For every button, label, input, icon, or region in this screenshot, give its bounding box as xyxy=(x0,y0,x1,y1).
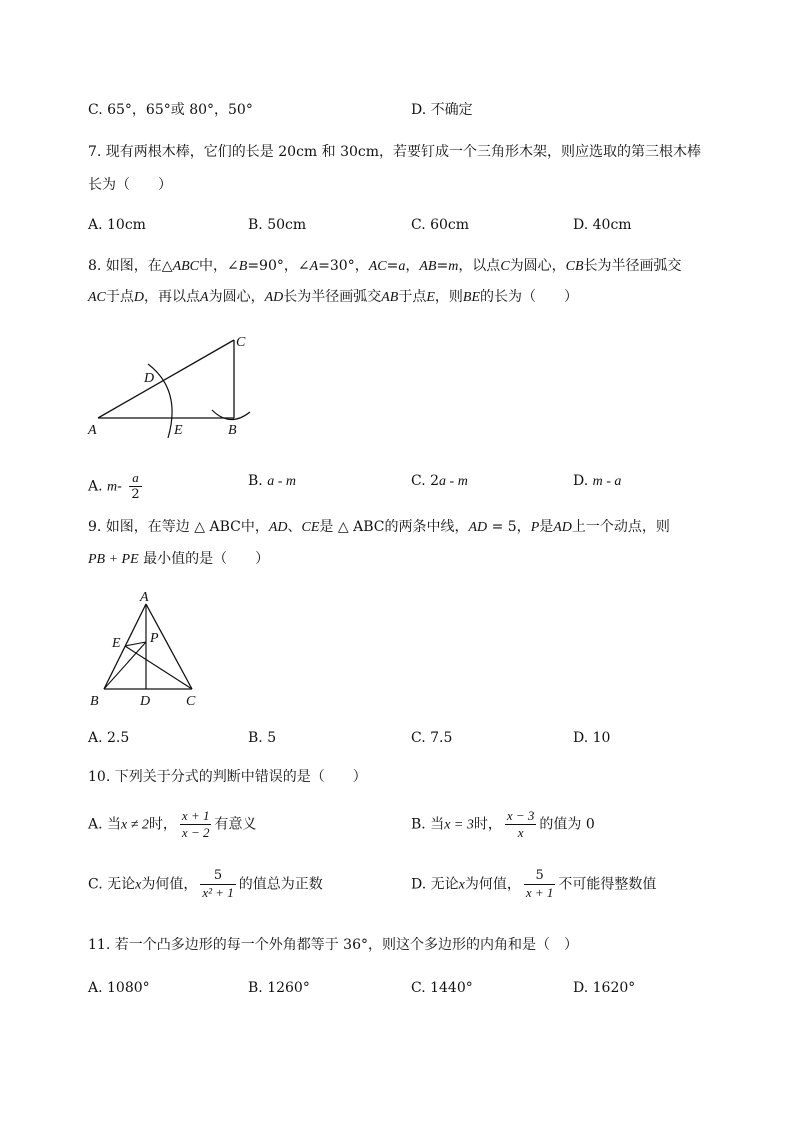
q9-option-c: C. 7.5 xyxy=(411,730,453,746)
q9-label-b: B xyxy=(90,694,99,709)
q9-label-d: D xyxy=(140,694,151,709)
q9-segment-ac xyxy=(146,604,192,689)
q8-option-d: D. m - a xyxy=(573,473,622,489)
q9-label-p: P xyxy=(150,631,159,646)
q11-stem: 11. 若一个凸多边形的每一个外角都等于 36°，则这个多边形的内角和是（ ） xyxy=(88,937,578,953)
q10-stem: 10. 下列关于分式的判断中错误的是（ ） xyxy=(88,769,367,785)
q9-option-b: B. 5 xyxy=(248,730,277,746)
q7-option-d: D. 40cm xyxy=(573,217,632,233)
q8-figure xyxy=(82,328,262,443)
q10-option-a: A. 当x ≠ 2时， $\frac{x + 1}{x - 2}$ 有意义 xyxy=(88,808,257,840)
q8-label-a: A xyxy=(88,423,97,438)
q11-option-a: A. 1080° xyxy=(88,980,150,996)
q8-option-b: B. a - m xyxy=(248,473,296,489)
q10-option-c: C. 无论x为何值， $\frac{5}{\text{x² + 1}}$ 的值总为正数 xyxy=(88,868,323,900)
q11-option-b: B. 1260° xyxy=(248,980,310,996)
q8-segment-ac xyxy=(98,340,234,418)
q7-stem-line2: 长为（ ） xyxy=(88,177,172,193)
q7-option-a: A. 10cm xyxy=(88,217,146,233)
q9-option-a: A. 2.5 xyxy=(88,730,130,746)
q6-option-d: D. 不确定 xyxy=(411,102,473,118)
q9-label-c: C xyxy=(186,694,196,709)
q8-label-d: D xyxy=(144,371,155,386)
q8-stem-line2: AC于点D，再以点A为圆心，AD长为半径画弧交AB于点E，则BE的长为（ ） xyxy=(88,289,579,305)
q9-option-d: D. 10 xyxy=(573,730,611,746)
q8-label-e: E xyxy=(174,423,183,438)
q11-option-c: C. 1440° xyxy=(411,980,473,996)
q9-median-ce xyxy=(125,646,192,689)
q9-stem-line2: PB + PE 最小值的是（ ） xyxy=(88,551,270,567)
q8-label-c: C xyxy=(236,335,246,350)
q10-option-b: B. 当x = 3时， $\frac{x - 3}{x}$ 的值为 0 xyxy=(411,808,595,840)
q9-label-a: A xyxy=(140,590,149,605)
q8-label-b: B xyxy=(228,423,237,438)
q7-option-c: C. 60cm xyxy=(411,217,470,233)
q8-stem-line1: 8. 如图，在△ABC中，∠B=90°，∠A=30°，AC=a，AB=m，以点C为圆心，CB长为半径画弧交 xyxy=(88,258,682,274)
q7-option-b: B. 50cm xyxy=(248,217,307,233)
q7-stem-line1: 7. 现有两根木棒，它们的长是 20cm 和 30cm，若要钉成一个三角形木架，则应选取的第三根木棒 xyxy=(88,144,702,160)
q8-option-a: A. m- $\frac{a}{2}$ xyxy=(88,470,140,502)
q6-option-c: C. 65°，65°或 80°，50° xyxy=(88,102,253,118)
q9-figure xyxy=(84,586,210,710)
q10-option-d: D. 无论x为何值， $\frac{5}{x + 1}$ 不可能得整数值 xyxy=(411,868,657,900)
q11-option-d: D. 1620° xyxy=(573,980,636,996)
q9-stem-line1: 9. 如图，在等边 △ ABC中，AD、CE是 △ ABC的两条中线，AD = 5，P是AD上一个动点，则 xyxy=(88,519,670,535)
q9-segment-pb xyxy=(104,642,146,689)
q9-label-e: E xyxy=(112,636,121,651)
q8-option-c: C. 2a - m xyxy=(411,473,468,489)
